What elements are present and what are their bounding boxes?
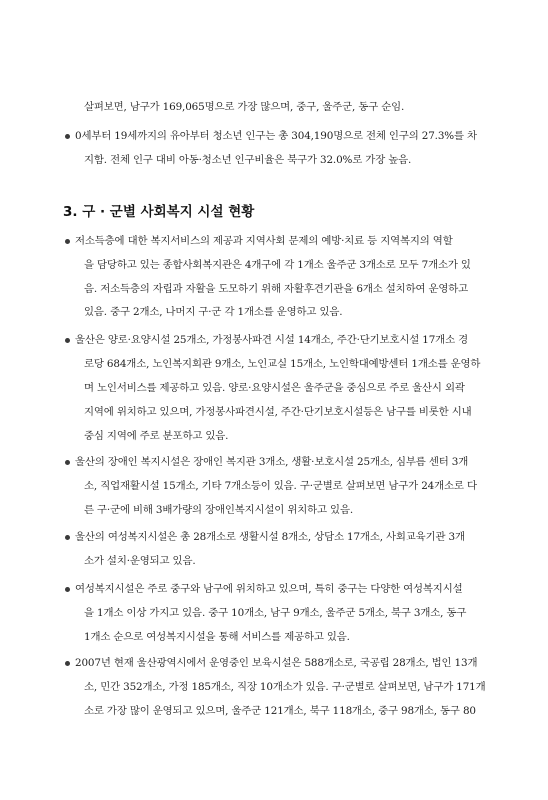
bullet-icon (65, 535, 70, 540)
paragraph-line: 을 담당하고 있는 종합사회복지관은 4개구에 각 1개소 울주군 3개소로 모두 7개소가 있 (84, 259, 471, 271)
intro-line-1: 살펴보면, 남구가 169,065명으로 가장 많으며, 중구, 울주군, 동구 순임. (84, 101, 405, 113)
paragraph-line: 울산은 양로·요양시설 25개소, 가정봉사파견 시설 14개소, 주간·단기보호시설 17개소 경 (75, 334, 468, 346)
paragraph-line: 른 구·군에 비해 3배가량의 장애인복지시설이 위치하고 있음. (84, 504, 353, 516)
population-line-1: 0세부터 19세까지의 유아부터 청소년 인구는 총 304,190명으로 전체 인구의 27.3%를 차 (75, 130, 477, 142)
bullet-icon (65, 134, 70, 139)
population-line-2: 지함. 전체 인구 대비 아동·청소년 인구비율은 북구가 32.0%로 가장 높음. (84, 154, 412, 166)
paragraph-line: 중심 지역에 주로 분포하고 있음. (84, 430, 229, 442)
paragraph-line: 울산의 여성복지시설은 총 28개소로 생활시설 8개소, 상담소 17개소, 사회교육기관 3개 (75, 531, 465, 543)
paragraph-line: 2007년 현재 울산광역시에서 운영중인 보육시설은 588개소로, 국공립 28개소, 법인 13개 (75, 657, 478, 669)
paragraph-line: 여성복지시설은 주로 중구와 남구에 위치하고 있으며, 특히 중구는 다양한 여성복지시설 (75, 583, 463, 595)
bullet-icon (65, 661, 70, 666)
bullet-icon (65, 460, 70, 465)
paragraph-line: 1개소 순으로 여성복지시설을 통해 서비스를 제공하고 있음. (84, 631, 350, 643)
paragraph-line: 울산의 장애인 복지시설은 장애인 복지관 3개소, 생활·보호시설 25개소, 심부름 센터 3개 (75, 456, 469, 468)
paragraph-line: 소가 설치·운영되고 있음. (84, 555, 196, 567)
bullet-icon (65, 338, 70, 343)
section-title: 3. 구 · 군별 사회복지 시설 현황 (63, 204, 255, 220)
paragraph-line: 지역에 위치하고 있으며, 가정봉사파견시설, 주간·단기보호시설등은 남구를 비롯한 시내 (84, 406, 472, 418)
bullet-icon (65, 239, 70, 244)
paragraph-line: 소, 민간 352개소, 가정 185개소, 직장 10개소가 있음. 구·군별로 살펴보면, 남구가 171개 (84, 681, 486, 693)
paragraph-line: 로당 684개소, 노인복지회관 9개소, 노인교실 15개소, 노인학대예방센터 1개소를 운영하 (84, 358, 481, 370)
paragraph-line: 있음. 중구 2개소, 나머지 구·군 각 1개소를 운영하고 있음. (84, 306, 343, 318)
paragraph-line: 소로 가장 많이 운영되고 있으며, 울주군 121개소, 북구 118개소, 중구 98개소, 동구 80 (84, 705, 476, 717)
paragraph-line: 소, 직업재활시설 15개소, 기타 7개소등이 있음. 구·군별로 살펴보면 남구가 24개소로 다 (84, 480, 477, 492)
paragraph-line: 을 1개소 이상 가지고 있음. 중구 10개소, 남구 9개소, 울주군 5개소, 북구 3개소, 동구 (84, 607, 467, 619)
paragraph-line: 음. 저소득층의 자립과 자활을 도모하기 위해 자활후견기관을 6개소 설치하여 운영하고 (84, 283, 469, 295)
paragraph-line: 저소득층에 대한 복지서비스의 제공과 지역사회 문제의 예방·치료 등 지역복지의 역할 (75, 235, 453, 247)
bullet-icon (65, 587, 70, 592)
paragraph-line: 며 노인서비스를 제공하고 있음. 양로·요양시설은 울주군을 중심으로 주로 울산시 외곽 (84, 382, 465, 394)
